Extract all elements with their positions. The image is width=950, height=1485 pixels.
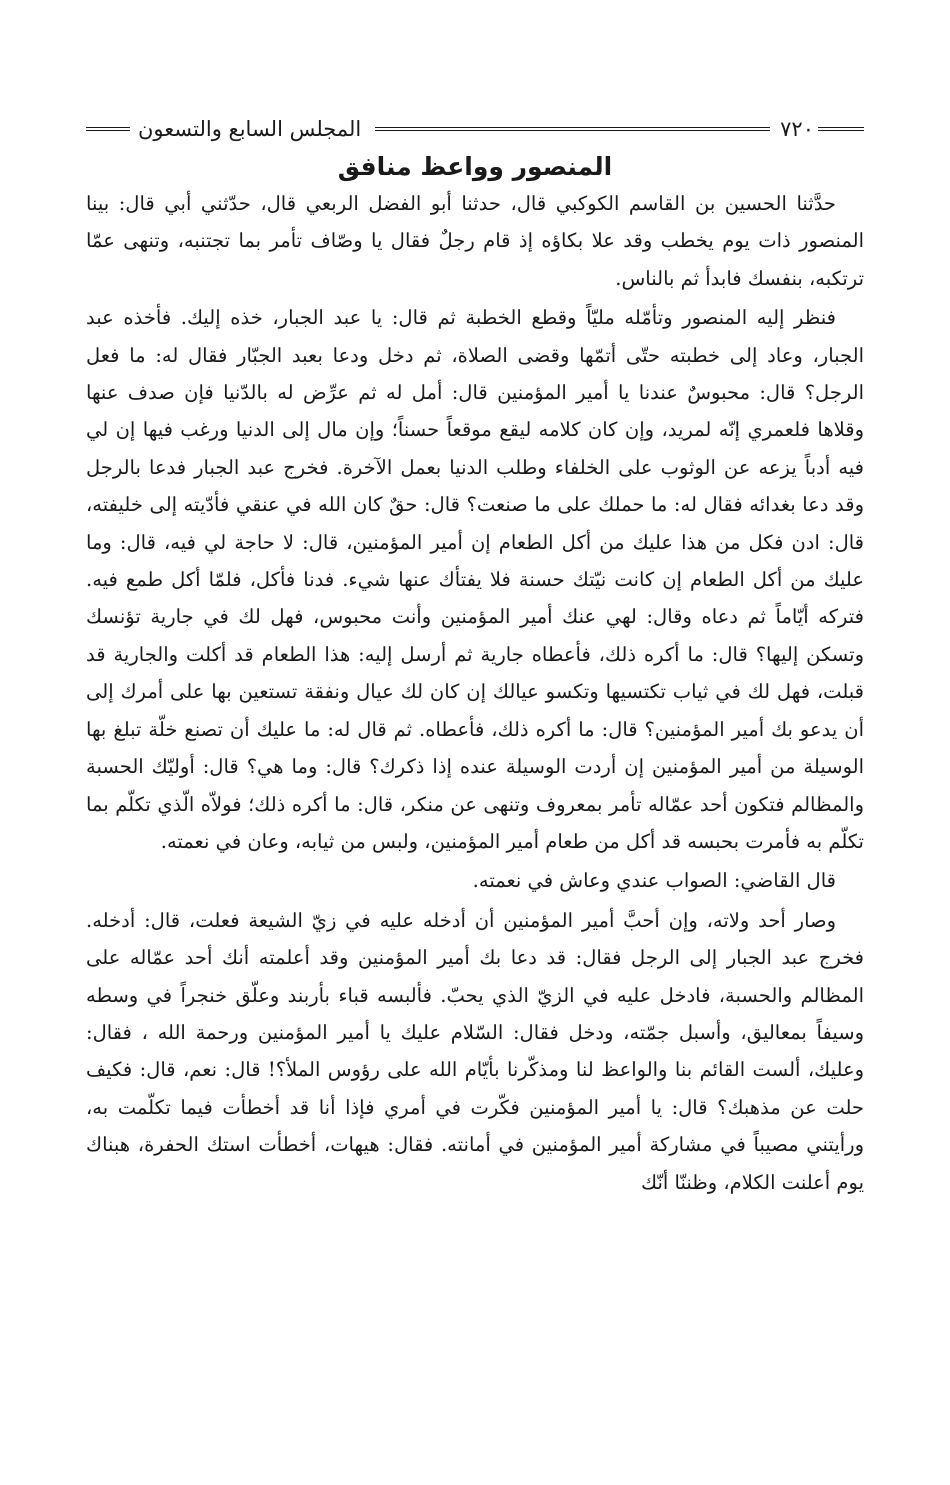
header-rule-right <box>818 127 864 131</box>
session-title: المجلس السابع والتسعون <box>138 117 362 141</box>
paragraph-2: فنظر إليه المنصور وتأمّله مليّاً وقطع الخطبة ثم قال: يا عبد الجبار، خذه إليك. فأخذه عبد الجبار، وعاد إلى خطبته حتّى أتمّها وقضى الصلاة، ثم دخل ودعا بعبد الجبّار فقال له: ما فعل الرجل؟ قال: محبوسٌ عندنا يا أمير المؤمنين قال: أمل له ثم عرِّض له بالدّنيا فإن صدف عنها وقلاها فلعمري إنّه لمريد، وإن كان كلامه ليقع موقعاً حسناً؛ وإن مال إلى الدنيا ورغب فيها إن لي فيه أدباً يزعه عن الوثوب على الخلفاء وطلب الدنيا بعمل الآخرة. فخرج عبد الجبار فدعا بالرجل وقد دعا بغدائه فقال له: ما حملك على ما صنعت؟ قال: حقٌ كان الله في عنقي فأدّيته إلى خليفته، قال: ادن فكل من هذا عليك من أكل الطعام إن أمير المؤمنين، قال: لا حاجة لي فيه، قال: وما عليك من أكل الطعام إن كانت نيّتك حسنة فلا يفتأك عنها شيء. فدنا فأكل، فلمّا أكل طمع فيه. فتركه أيّاماً ثم دعاه وقال: لهي عنك أمير المؤمنين وأنت محبوس، فهل لك في جارية تؤنسك وتسكن إليها؟ قال: ما أكره ذلك، فأعطاه جارية ثم أرسل إليه: هذا الطعام قد أكلت والجارية قد قبلت، فهل لك في ثياب تكتسيها وتكسو عيالك إن كان لك عيال ونفقة تستعين بها على أمرك إلى أن يدعو بك أمير المؤمنين؟ قال: ما أكره ذلك، فأعطاه. ثم قال له: ما عليك أن تصنع خلّة تبلغ بها الوسيلة من أمير المؤمنين إن أردت الوسيلة عنده إذا ذكرك؟ قال: وما هي؟ قال: أوليّك الحسبة والمظالم فتكون أحد عمّاله تأمر بمعروف وتنهى عن منكر، قال: ما أكره ذلك؛ فولاّه الّذي تكلّم بما تكلّم به فأمرت بحبسه قد أكل من طعام أمير المؤمنين، ولبس من ثيابه، وعان في نعمته. <box>86 306 864 853</box>
header-rule-left <box>86 127 130 131</box>
book-page <box>86 112 864 1201</box>
page-number: ٧٢٠ <box>780 117 814 141</box>
paragraph-3: قال القاضي: الصواب عندي وعاش في نعمته. <box>472 869 836 893</box>
section-title: المنصور وواعظ منافق <box>337 152 613 181</box>
paragraph-4: وصار أحد ولاته، وإن أحبَّ أمير المؤمنين أن أدخله عليه في زيّ الشيعة فعلت، قال: أدخله. فخرج عبد الجبار إلى الرجل فقال: قد دعا بك أمير المؤمنين وقد أعلمته أنك أحد عمّاله على المظالم والحسبة، فادخل عليه في الزيّ الذي يحبّ. فألبسه قباء بأربند وعلّق خنجراً في وسطه وسيفاً بمعاليق، وأسبل جمّته، ودخل فقال: السّلام عليك يا أمير المؤمنين ورحمة الله ، فقال: وعليك، ألست القائم بنا والواعظ لنا ومذكّرنا بأيّام الله على رؤوس الملأ؟! قال: نعم، قال: فكيف حلت عن مذهبك؟ قال: يا أمير المؤمنين فكّرت في أمري فإذا أنا قد أخطأت فيما تكلّمت به، ورأيتني مصيباً في مشاركة أمير المؤمنين في أمانته. فقال: هيهات، أخطأت استك الحفرة، هبناك يوم أعلنت الكلام، وظننّا أنّك <box>86 908 864 1194</box>
running-header <box>86 112 864 146</box>
header-rule-middle <box>375 127 770 131</box>
paragraph-1: حدَّثنا الحسين بن القاسم الكوكبي قال، حدثنا أبو الفضل الربعي قال، حدّثني أبي قال: بينا المنصور ذات يوم يخطب وقد علا بكاؤه إذ قام رجلٌ فقال يا وصّاف تأمر بما تجتنبه، وتنهى عمّا ترتكبه، بنفسك فابدأ ثم بالناس. <box>86 192 864 290</box>
